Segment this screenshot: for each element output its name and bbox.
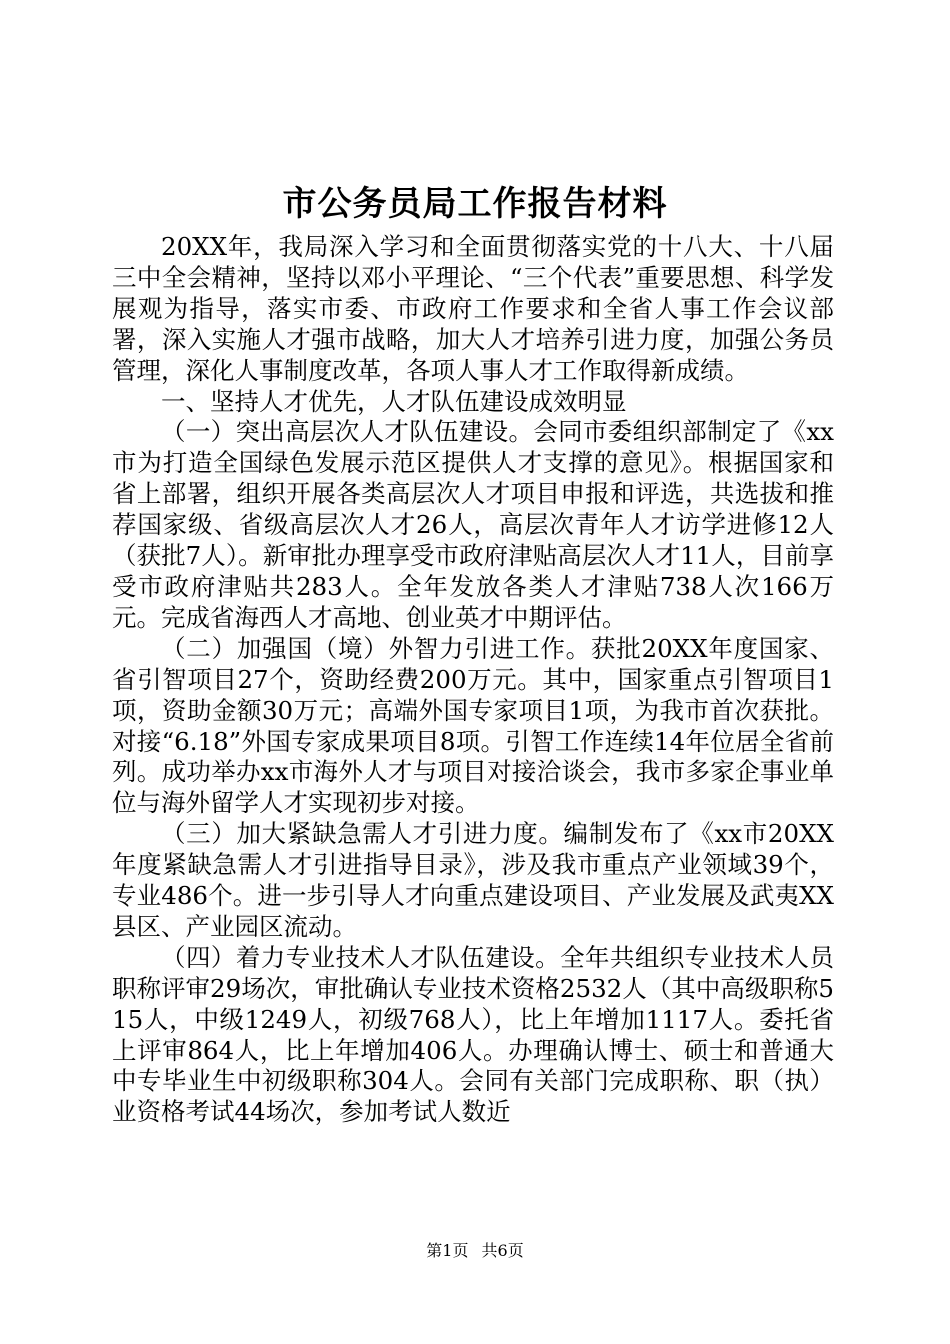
- document-body: [112, 232, 834, 1128]
- paragraph-urgent-talent: （三）加大紧缺急需人才引进力度。编制发布了《xx市20XX年度紧缺急需人才引进指导目录》，涉及我市重点产业领域39个，专业486个。进一步引导人才向重点建设项目、产业发展及武夷XX县区、产业园区流动。: [112, 819, 834, 941]
- page-footer: [0, 1240, 950, 1262]
- paragraph-professional-talent: （四）着力专业技术人才队伍建设。全年共组织专业技术人员职称评审29场次，审批确认专业技术资格2532人（其中高级职称515人，中级1249人，初级768人），比上年增加1117人。委托省上评审864人，比上年增加406人。办理确认博士、硕士和普通大中专毕业生中初级职称304人。会同有关部门完成职称、职（执）业资格考试44场次，参加考试人数近: [112, 942, 834, 1127]
- page-total: 共6页: [481, 1241, 524, 1260]
- paragraph-foreign-intelligence: （二）加强国（境）外智力引进工作。获批20XX年度国家、省引智项目27个，资助经费200万元。其中，国家重点引智项目1项，资助金额30万元；高端外国专家项目1项，为我市首次获批。对接“6.18”外国专家成果项目8项。引智工作连续14年位居全省前列。成功举办xx市海外人才与项目对接洽谈会，我市多家企事业单位与海外留学人才实现初步对接。: [112, 633, 834, 818]
- page-number: 第1页: [426, 1241, 469, 1260]
- intro-paragraph: 20XX年，我局深入学习和全面贯彻落实党的十八大、十八届三中全会精神，坚持以邓小平理论、“三个代表”重要思想、科学发展观为指导，落实市委、市政府工作要求和全省人事工作会议部署，深入实施人才强市战略，加大人才培养引进力度，加强公务员管理，深化人事制度改革，各项人事人才工作取得新成绩。: [112, 232, 834, 385]
- section-heading: 一、坚持人才优先，人才队伍建设成效明显: [161, 386, 627, 416]
- paragraph-talent-teams: （一）突出高层次人才队伍建设。会同市委组织部制定了《xx市为打造全国绿色发展示范区提供人才支撑的意见》。根据国家和省上部署，组织开展各类高层次人才项目申报和评选，共选拔和推荐国家级、省级高层次人才26人，高层次青年人才访学进修12人（获批7人）。新审批办理享受市政府津贴高层次人才11人，目前享受市政府津贴共283人。全年发放各类人才津贴738人次166万元。完成省海西人才高地、创业英才中期评估。: [112, 417, 834, 632]
- page-title: 市公务员局工作报告材料: [282, 184, 668, 224]
